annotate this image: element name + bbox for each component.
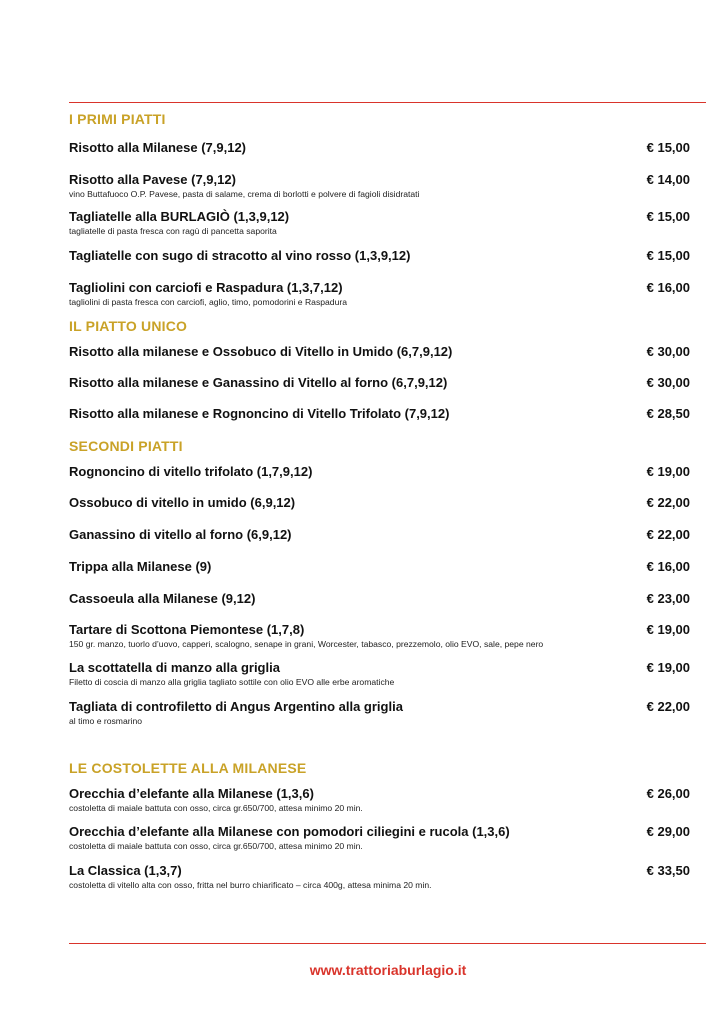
item-price: € 28,50 — [646, 406, 690, 421]
item-name: Orecchia d’elefante alla Milanese (1,3,6) — [69, 786, 314, 801]
menu-item — [69, 464, 690, 480]
item-price: € 16,00 — [646, 280, 690, 295]
item-name: Cassoeula alla Milanese (9,12) — [69, 591, 256, 606]
menu-item — [69, 559, 690, 575]
item-description: costoletta di maiale battuta con osso, circa gr.650/700, attesa minimo 20 min. — [69, 803, 363, 813]
item-price: € 22,00 — [646, 495, 690, 510]
item-name: Risotto alla Pavese (7,9,12) — [69, 172, 236, 187]
item-price: € 15,00 — [646, 248, 690, 263]
menu-item — [69, 375, 690, 391]
item-price: € 23,00 — [646, 591, 690, 606]
item-price: € 26,00 — [646, 786, 690, 801]
top-divider — [69, 102, 706, 103]
item-description: tagliolini di pasta fresca con carciofi, aglio, timo, pomodorini e Raspadura — [69, 297, 348, 307]
item-price: € 22,00 — [646, 527, 690, 542]
section-heading-primi: I PRIMI PIATTI — [69, 111, 166, 127]
section-heading-costolette: LE COSTOLETTE ALLA MILANESE — [69, 760, 307, 776]
menu-item — [69, 660, 690, 688]
item-name: Trippa alla Milanese (9) — [69, 559, 212, 574]
menu-item — [69, 527, 690, 543]
menu-item — [69, 591, 690, 607]
item-description: Filetto di coscia di manzo alla griglia tagliato sottile con olio EVO alle erbe aromatiche — [69, 677, 395, 687]
item-name: Tagliatelle alla BURLAGIÒ (1,3,9,12) — [69, 209, 290, 224]
item-description: al timo e rosmarino — [69, 716, 143, 726]
menu-item — [69, 622, 690, 650]
item-price: € 15,00 — [646, 209, 690, 224]
item-name: Orecchia d’elefante alla Milanese con pomodori ciliegini e rucola (1,3,6) — [69, 824, 510, 839]
menu-item — [69, 140, 690, 156]
menu-item — [69, 786, 690, 814]
item-price: € 14,00 — [646, 172, 690, 187]
item-price: € 29,00 — [646, 824, 690, 839]
item-description: tagliatelle di pasta fresca con ragù di pancetta saporita — [69, 226, 277, 236]
item-description: 150 gr. manzo, tuorlo d’uovo, capperi, scalogno, senape in grani, Worcester, tabasco, prezzemolo, olio EVO, sale, pepe nero — [69, 639, 544, 649]
item-name: Rognoncino di vitello trifolato (1,7,9,12) — [69, 464, 313, 479]
section-heading-piatto-unico: IL PIATTO UNICO — [69, 318, 188, 334]
item-name: Ossobuco di vitello in umido (6,9,12) — [69, 495, 296, 510]
item-name: Tartare di Scottona Piemontese (1,7,8) — [69, 622, 305, 637]
menu-item — [69, 280, 690, 308]
item-name: Risotto alla milanese e Ganassino di Vitello al forno (6,7,9,12) — [69, 375, 448, 390]
item-name: Risotto alla milanese e Ossobuco di Vitello in Umido (6,7,9,12) — [69, 344, 453, 359]
menu-item — [69, 406, 690, 422]
item-price: € 22,00 — [646, 699, 690, 714]
menu-item — [69, 344, 690, 360]
bottom-divider — [69, 943, 706, 944]
item-name: La Classica (1,3,7) — [69, 863, 182, 878]
menu-item — [69, 248, 690, 264]
item-name: Risotto alla Milanese (7,9,12) — [69, 140, 247, 155]
item-price: € 19,00 — [646, 622, 690, 637]
menu-item — [69, 172, 690, 200]
menu-item — [69, 699, 690, 727]
item-price: € 19,00 — [646, 660, 690, 675]
item-description: costoletta di maiale battuta con osso, circa gr.650/700, attesa minimo 20 min. — [69, 841, 363, 851]
item-price: € 33,50 — [646, 863, 690, 878]
menu-item — [69, 863, 690, 891]
item-description: costoletta di vitello alta con osso, fritta nel burro chiarificato – circa 400g, attesa minima 20 min. — [69, 880, 432, 890]
section-heading-secondi: SECONDI PIATTI — [69, 438, 183, 454]
item-price: € 30,00 — [646, 344, 690, 359]
item-description: vino Buttafuoco O.P. Pavese, pasta di salame, crema di borlotti e polvere di fagioli disidratati — [69, 189, 420, 199]
item-name: Risotto alla milanese e Rognoncino di Vitello Trifolato (7,9,12) — [69, 406, 450, 421]
item-name: Ganassino di vitello al forno (6,9,12) — [69, 527, 292, 542]
menu-item — [69, 824, 690, 852]
menu-item — [69, 209, 690, 237]
item-price: € 30,00 — [646, 375, 690, 390]
item-price: € 19,00 — [646, 464, 690, 479]
item-name: Tagliolini con carciofi e Raspadura (1,3,7,12) — [69, 280, 343, 295]
website-link[interactable]: www.trattoriaburlagio.it — [309, 962, 467, 978]
item-price: € 15,00 — [646, 140, 690, 155]
item-name: Tagliata di controfiletto di Angus Argentino alla griglia — [69, 699, 403, 714]
item-price: € 16,00 — [646, 559, 690, 574]
item-name: La scottatella di manzo alla griglia — [69, 660, 280, 675]
menu-item — [69, 495, 690, 511]
item-name: Tagliatelle con sugo di stracotto al vino rosso (1,3,9,12) — [69, 248, 411, 263]
